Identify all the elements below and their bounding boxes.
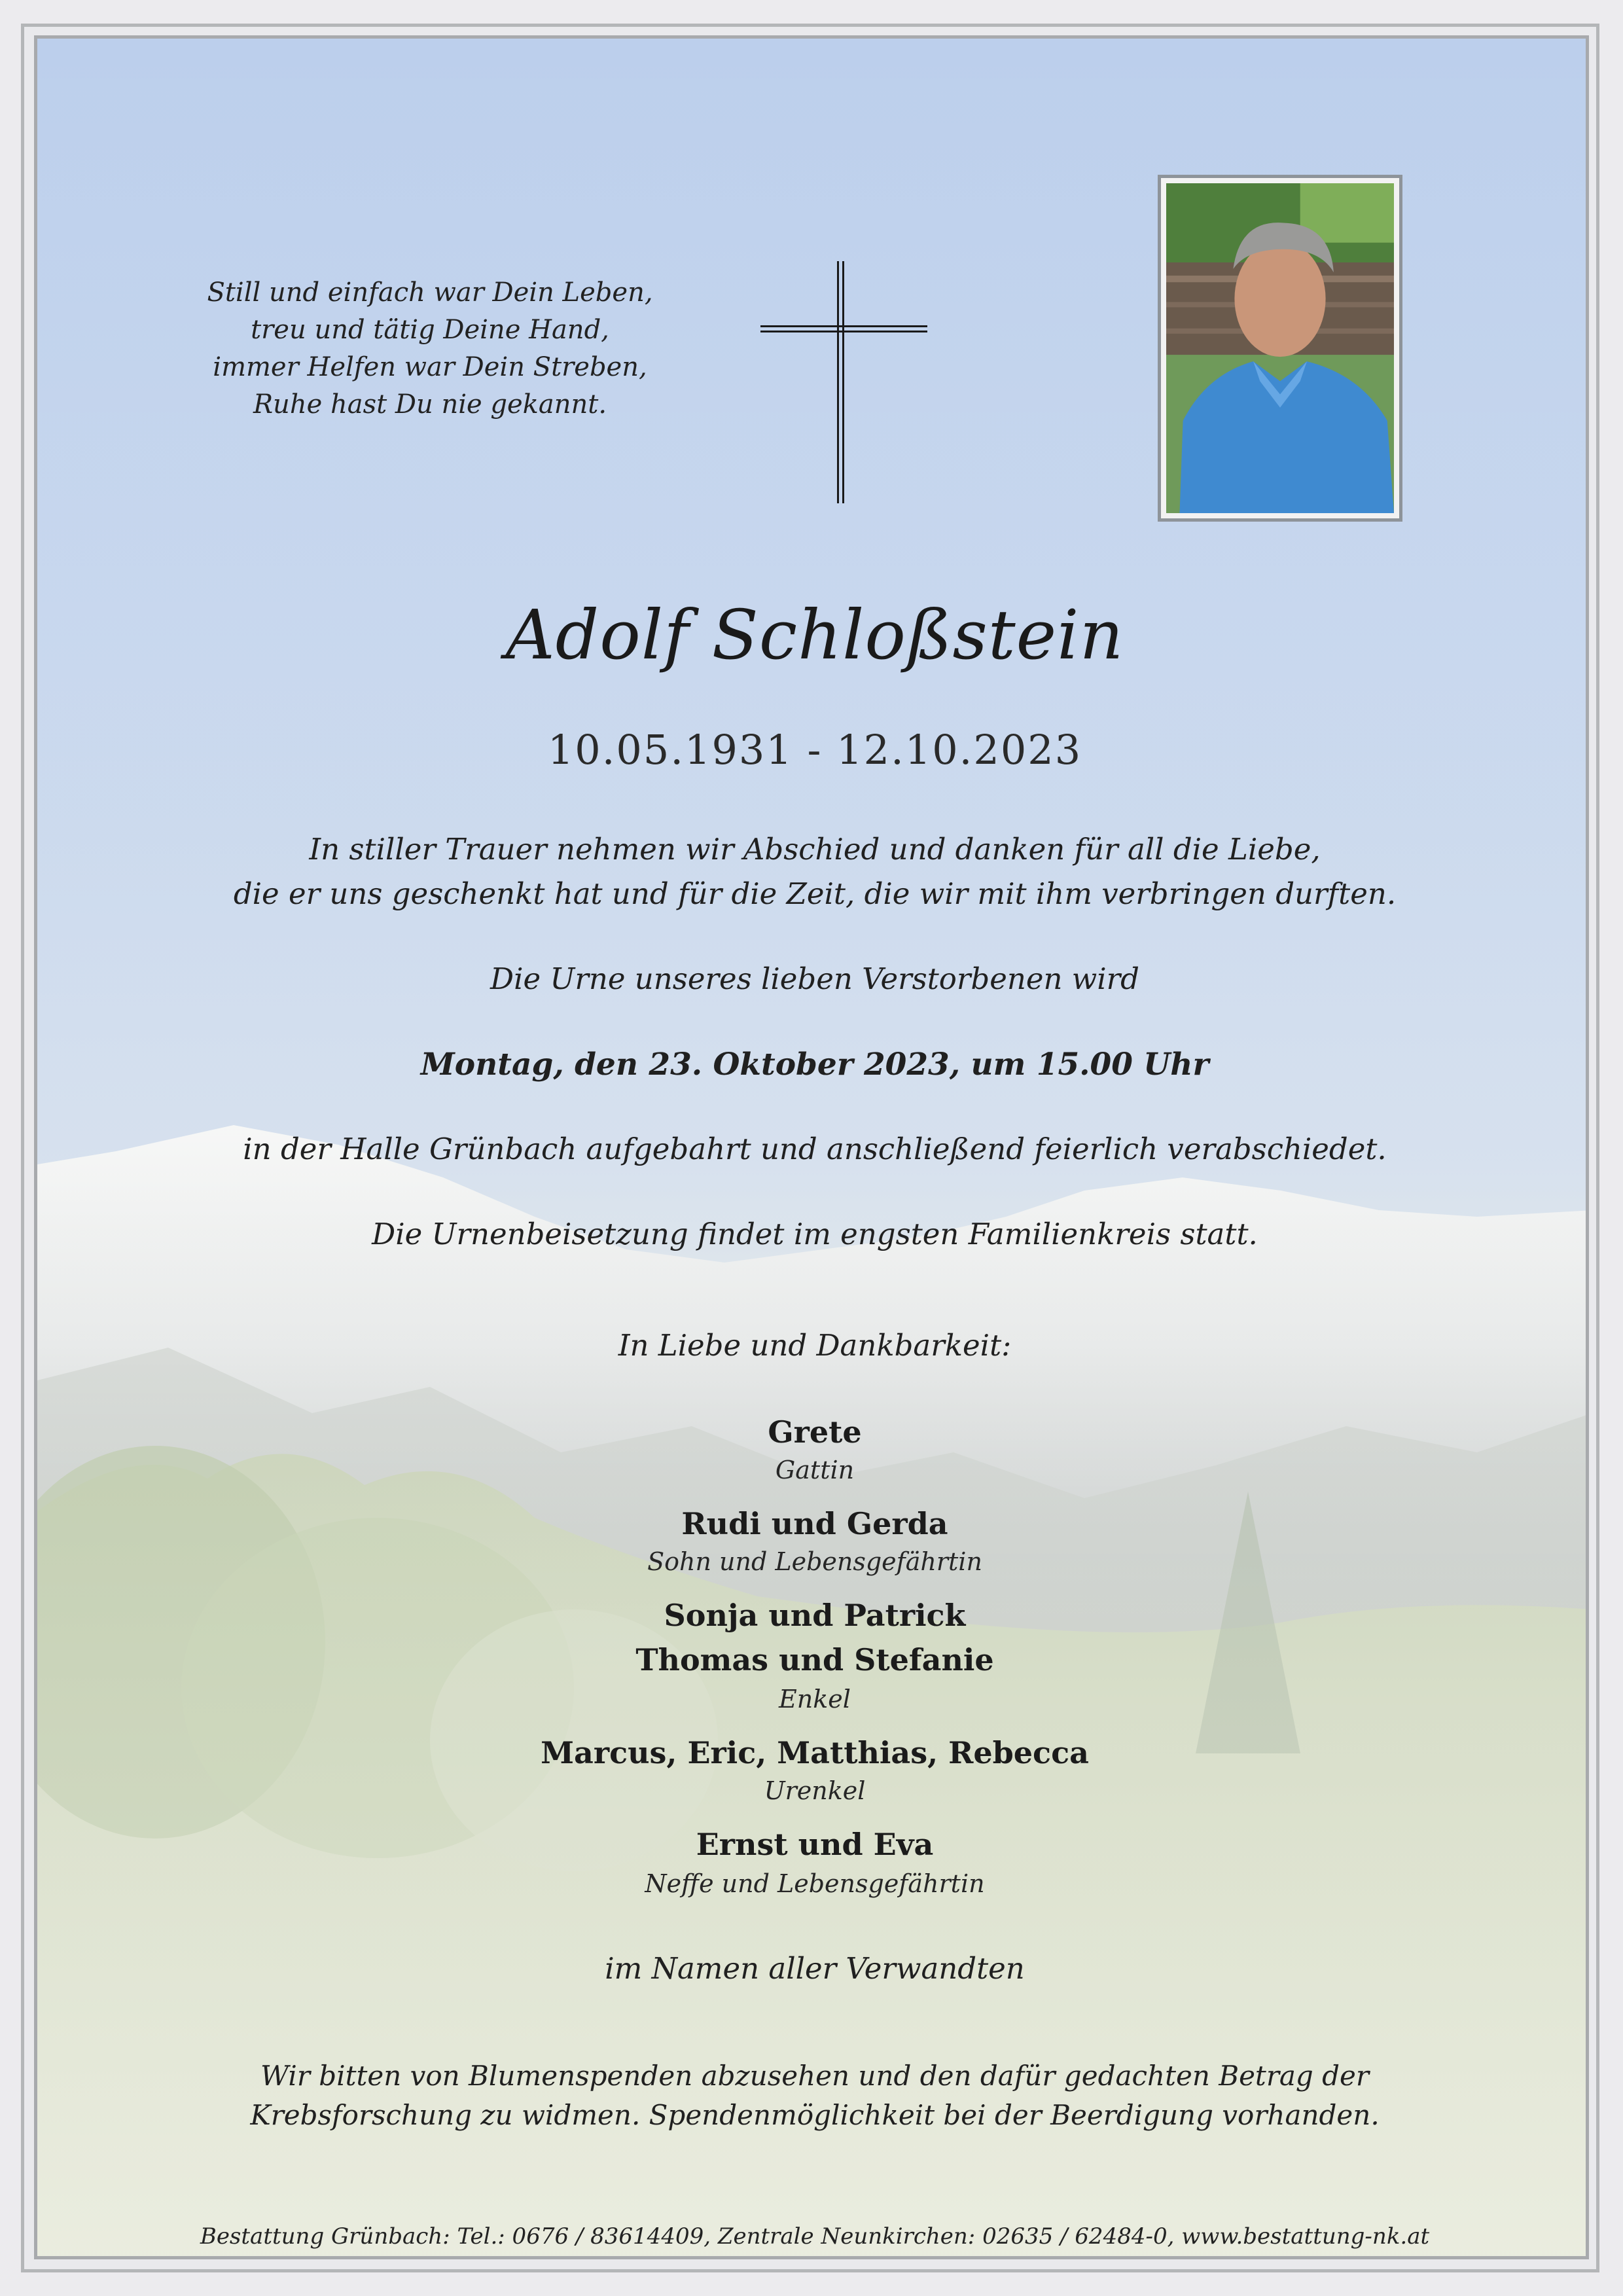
intro-line: die er uns geschenkt hat und für die Zeit, die wir mit ihm verbringen durften. — [233, 876, 1397, 911]
donation-line: Wir bitten von Blumenspenden abzusehen und den dafür gedachten Betrag der — [260, 2060, 1369, 2092]
life-dates: 10.05.1931 - 12.10.2023 — [547, 726, 1082, 774]
verse-line: Still und einfach war Dein Leben, — [207, 278, 653, 308]
family-relation: Enkel — [779, 1685, 851, 1713]
verse-line: treu und tätig Deine Hand, — [251, 315, 609, 345]
family-member-name: Rudi und Gerda — [681, 1506, 948, 1541]
intro-line: In stiller Trauer nehmen wir Abschied und danken für all die Liebe, — [309, 832, 1321, 867]
family-member-name: Thomas und Stefanie — [635, 1642, 994, 1677]
donation-line: Krebsforschung zu widmen. Spendenmöglichkeit bei der Beerdigung vorhanden. — [250, 2099, 1380, 2131]
hall-line: in der Halle Grünbach aufgebahrt und anschließend feierlich verabschiedet. — [243, 1132, 1387, 1166]
deceased-name: Adolf Schloßstein — [505, 595, 1124, 675]
latin-cross-icon — [724, 222, 960, 510]
burial-line: Die Urnenbeisetzung findet im engsten Familienkreis statt. — [372, 1217, 1258, 1251]
family-member-name: Sonja und Patrick — [664, 1598, 966, 1633]
family-relation: Sohn und Lebensgefährtin — [647, 1547, 982, 1576]
urn-line: Die Urne unseres lieben Verstorbenen wird — [490, 961, 1139, 996]
memorial-verse — [168, 274, 692, 423]
family-relation: Neffe und Lebensgefährtin — [645, 1869, 985, 1898]
family-member-name: Ernst und Eva — [696, 1827, 934, 1862]
portrait-photo — [1166, 183, 1394, 513]
ceremony-date-time: Montag, den 23. Oktober 2023, um 15.00 Uhr — [420, 1047, 1209, 1083]
obituary-card — [34, 35, 1589, 2259]
portrait-photo-frame — [1158, 175, 1402, 522]
verse-line: Ruhe hast Du nie gekannt. — [253, 389, 607, 420]
relatives-line: im Namen aller Verwandten — [605, 1951, 1025, 1986]
family-relation: Urenkel — [764, 1776, 866, 1805]
family-member-name: Marcus, Eric, Matthias, Rebecca — [541, 1735, 1089, 1770]
funeral-home-footer: Bestattung Grünbach: Tel.: 0676 / 83614409, Zentrale Neunkirchen: 02635 / 62484-0, www.bestattung-nk.at — [200, 2223, 1430, 2250]
family-relation: Gattin — [775, 1456, 855, 1484]
gratitude-line: In Liebe und Dankbarkeit: — [618, 1328, 1012, 1363]
verse-line: immer Helfen war Dein Streben, — [213, 352, 647, 382]
family-member-name: Grete — [768, 1414, 862, 1450]
